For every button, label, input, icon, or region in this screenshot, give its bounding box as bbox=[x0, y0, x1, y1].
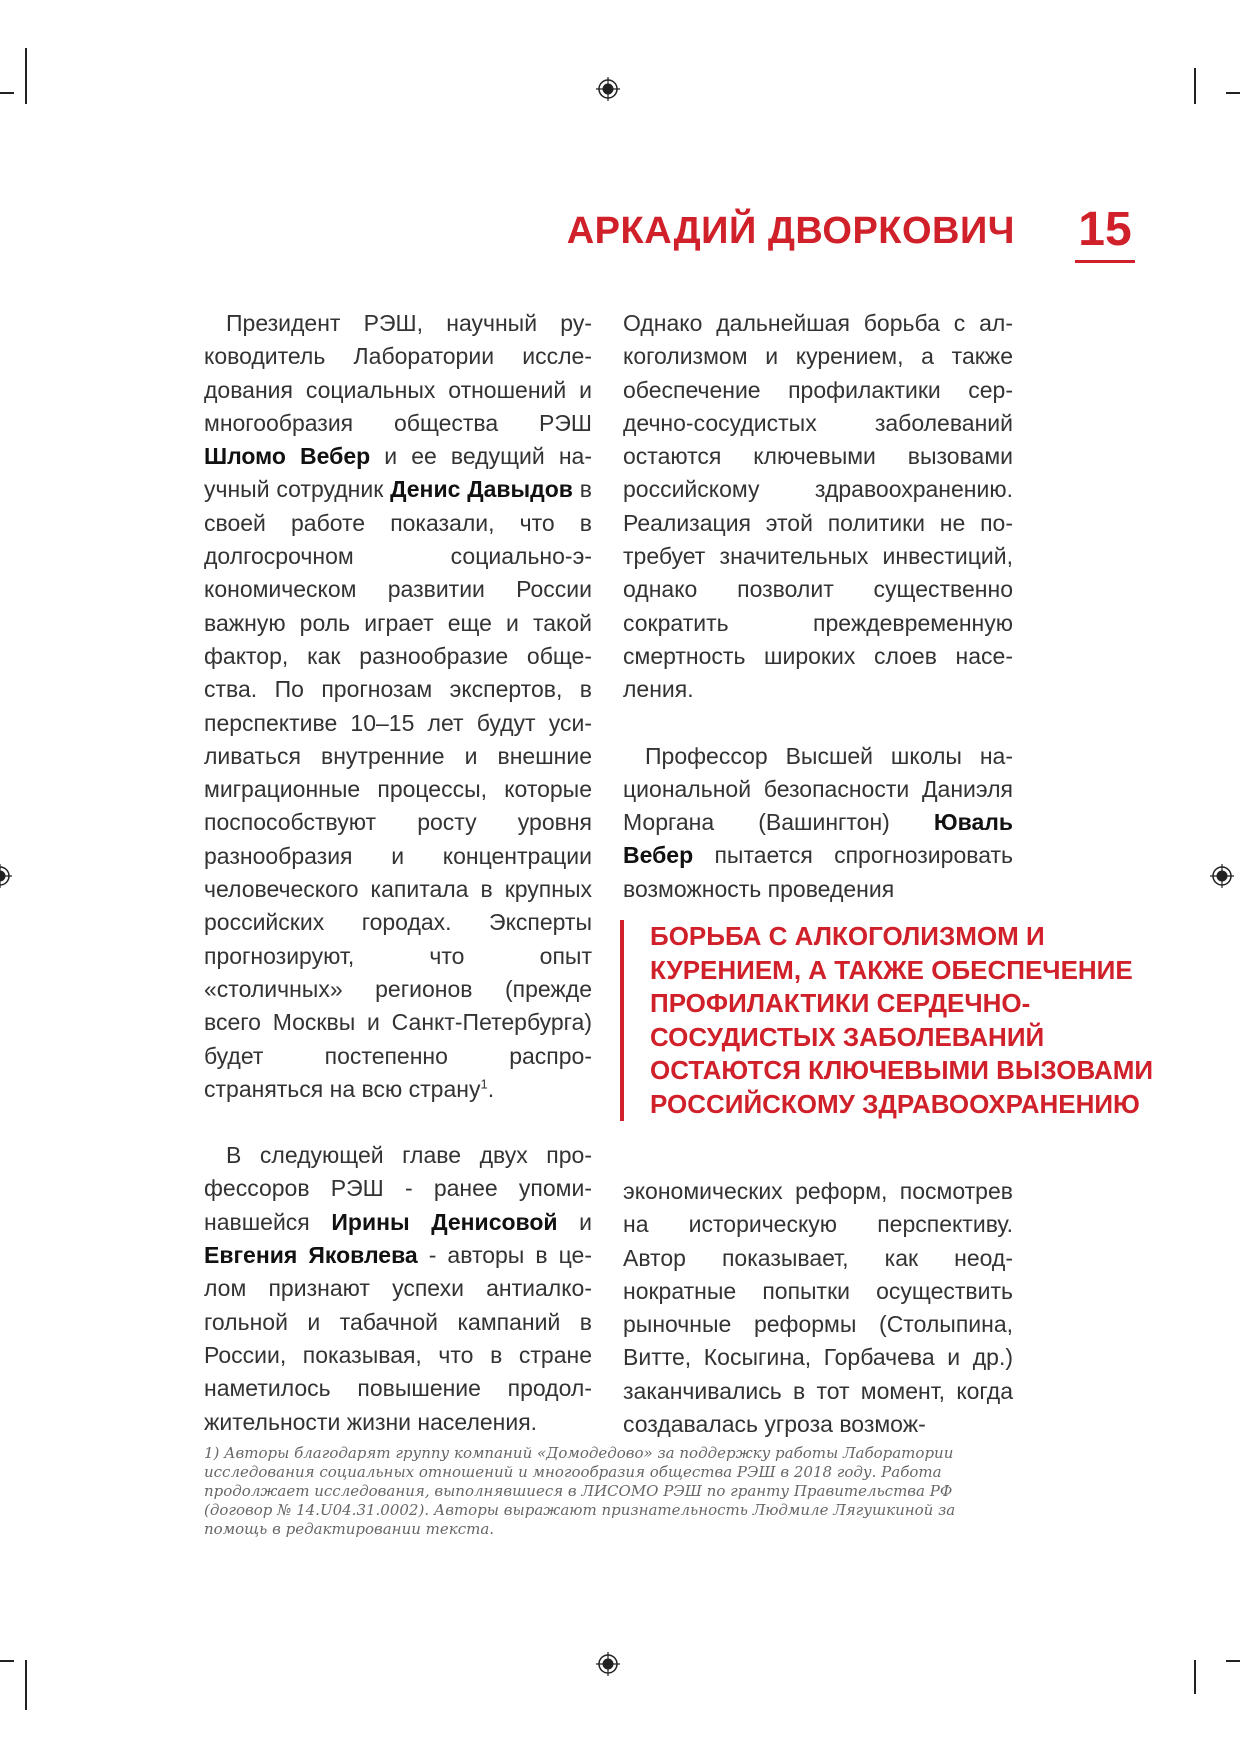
body-paragraph: В следующей главе двух профессоров РЭШ - ранее упоминавшейся Ирины Денисовой и Евгения Яковлева - авторы в целом признают успехи антиалкогольной и табачной кампаний в России, показывая, что в стране наметилось повышение продолжительности жизни населения. bbox=[204, 1142, 593, 1435]
footnote: 1) Авторы благодарят группу компаний «Домодедово» за поддержку работы Лаборатории исследования социальных отношений и многообразия общества РЭШ в 2018 году. Работа продолжает исследования, выполнявшиеся в ЛИСОМО РЭШ по гранту Правительства РФ (договор № 14.U04.31.0002). Авторы выражают признательность Людмиле Лягушкиной за помощь в редактировании текста. bbox=[204, 1444, 956, 1538]
bold-name: Денис Давыдов bbox=[390, 476, 573, 503]
crop-mark-icon bbox=[1226, 1660, 1240, 1662]
running-header-author: АРКАДИЙ ДВОРКОВИЧ bbox=[566, 210, 1015, 252]
registration-mark-icon bbox=[0, 864, 12, 888]
left-column bbox=[204, 307, 592, 1439]
registration-mark-icon bbox=[1210, 864, 1234, 888]
footnote-reference: 1 bbox=[480, 1076, 488, 1092]
registration-mark-icon bbox=[596, 1652, 620, 1676]
bold-name: Шломо Вебер bbox=[204, 443, 371, 470]
crop-mark-icon bbox=[0, 1660, 14, 1662]
body-paragraph: Профессор Высшей школы национальной безопасности Даниэля Моргана (Вашингтон) Юваль Вебер пытается спрогнозировать возможность проведения bbox=[623, 742, 1013, 902]
crop-mark-icon bbox=[25, 1660, 27, 1710]
pull-quote: БОРЬБА С АЛКОГОЛИЗМОМ И КУРЕНИЕМ, А ТАКЖЕ ОБЕСПЕЧЕНИЕ ПРОФИЛАКТИКИ СЕРДЕЧНО-СОСУДИСТЫХ ЗАБОЛЕВАНИЙ ОСТАЮТСЯ КЛЮЧЕВЫМИ ВЫЗОВАМИ РОССИЙСКОМУ ЗДРАВООХРАНЕНИЮ bbox=[620, 920, 1160, 1121]
crop-mark-icon bbox=[1226, 92, 1240, 94]
crop-mark-icon bbox=[1194, 1660, 1196, 1694]
crop-mark-icon bbox=[25, 48, 27, 104]
crop-mark-icon bbox=[0, 92, 14, 94]
right-column bbox=[623, 307, 1013, 906]
registration-mark-icon bbox=[596, 77, 620, 101]
bold-name: Юваль Вебер bbox=[623, 809, 1013, 869]
body-paragraph: экономических реформ, посмотрев на историческую перспективу. Автор показывает, как неоднократные попытки осуществить рыночные реформы (Столыпина, Витте, Косыгина, Горбачева и др.) заканчивались в тот момент, когда создавалась угроза возмож- bbox=[623, 1178, 1013, 1438]
body-paragraph: Однако дальнейшая борьба с алкоголизмом и курением, а также обеспечение профилактики сердечно-сосудистых заболеваний остаются ключевыми вызовами российскому здравоохранению. Реализация этой политики не потребует значительных инвестиций, однако позволит существенно сократить преждевременную смертность широких слоев населения. bbox=[623, 310, 1013, 703]
body-paragraph: Президент РЭШ, научный руководитель Лаборатории исследования социальных отношений и многообразия общества РЭШ Шломо Вебер и ее ведущий научный сотрудник Денис Давыдов в своей работе показали, что в долгосрочном социально-экономическом развитии России важную роль играет еще и такой фактор, как разнообразие общества. По прогнозам экспертов, в перспективе 10–15 лет будут усиливаться внутренние и внешние миграционные процессы, которые поспособствуют росту уровня разнообразия и концентрации человеческого капитала в крупных российских городах. Эксперты прогнозируют, что опыт «столичных» регионов (прежде всего Москвы и Санкт-Петербурга) будет постепенно распространяться на всю страну$^1$. bbox=[204, 310, 592, 1102]
page-number: 15 bbox=[1075, 202, 1135, 263]
bold-name: Ирины Денисовой bbox=[331, 1208, 558, 1235]
bold-name: Евгения Яковлева bbox=[204, 1242, 418, 1269]
right-column-continued bbox=[623, 1175, 1013, 1441]
crop-mark-icon bbox=[1194, 68, 1196, 104]
